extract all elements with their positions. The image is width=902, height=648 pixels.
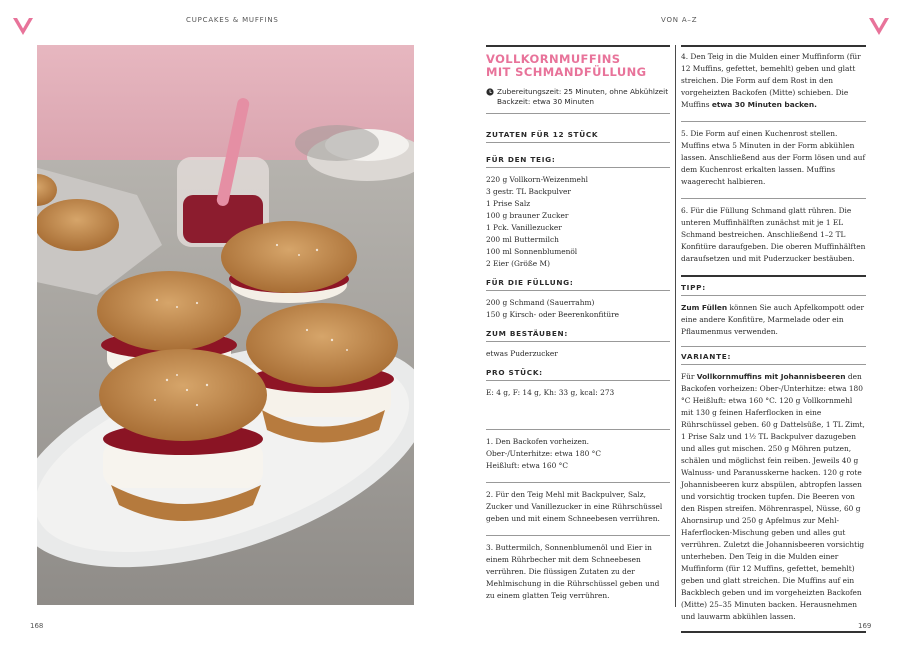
bake-time: Backzeit: etwa 30 Minuten (497, 97, 594, 106)
nutrition-values: E: 4 g, F: 14 g, Kh: 33 g, kcal: 273 (486, 388, 615, 397)
ingredient-item: 200 g Schmand (Sauerrahm) (486, 298, 595, 307)
dough-ingredients (486, 174, 670, 270)
step-1 (486, 429, 670, 472)
dust-ingredient: etwas Puderzucker (486, 349, 558, 358)
step-4-text: 4. Den Teig in die Mulden einer Muffinform (für 12 Muffins, gefettet, bemehlt) geben und glatt streichen. Die Form auf dem Rost in den vorgeheizten Backofen (Mitte) schieben. Die Muffins (681, 52, 861, 109)
step-1-text: 1. Den Backofen vorheizen. (486, 437, 589, 446)
tip-heading: TIPP: (681, 275, 866, 296)
page-number-left: 168 (30, 622, 44, 630)
ingredient-item: 1 Prise Salz (486, 199, 531, 208)
recipe-photo (37, 45, 414, 605)
v-logo-icon (868, 16, 890, 36)
ingredient-item: 3 gestr. TL Backpulver (486, 187, 571, 196)
ingredient-item: 200 ml Buttermilch (486, 235, 559, 244)
variant-prefix: Für (681, 372, 697, 381)
ingredient-item: 150 g Kirsch- oder Beerenkonfitüre (486, 310, 620, 319)
variant-body: den Backofen vorheizen: Ober-/Unterhitze: etwa 180 °C Heißluft: etwa 160 °C. 120 g Vollkornmehl mit 130 g feinen Haferflocken in eine Rührschüssel geben. 60 g Dattelsüße, 1 TL Zimt, 1 Prise Salz und 1½ TL Backpulver dazugeben und alles gut mischen. 250 g Möhren putzen, schälen und möglichst fein reiben. Jeweils 40 g Walnuss- und Paranusskerne hacken. 120 g rote Johannisbeeren kurz abspülen, abtropfen lassen und vorsichtig trocken tupfen. Die Beeren von den Rispen streifen. Möhrenraspel, Nüsse, 60 g Ahornsirup und 250 g Apfelmus zur Mehl-Haferflocken-Mischung geben und alles gut verrühren. Zuletzt die Johannisbeeren vorsichtig unterheben. Den Teig in die Mulden einer Muffinform (für 12 Muffins, gefettet, bemehlt) geben und glatt streichen. Die Muffins auf ein Backblech geben und im vorgeheizten Backofen (Mitte) 25–35 Minuten backen. Herausnehmen und lauwarm abkühlen lassen. (681, 372, 865, 621)
variant-bold: Vollkornmuffins mit Johannisbeeren (696, 372, 846, 381)
per-piece-heading: PRO STÜCK: (486, 368, 670, 381)
tip-body: können Sie auch Apfelkompott oder eine andere Konfitüre, Marmelade oder ein Pflaumenmus verwenden. (681, 303, 865, 336)
variant-text (681, 371, 866, 623)
servings-heading: ZUTATEN FÜR 12 STÜCK (486, 130, 670, 143)
prep-time: Zubereitungszeit: 25 Minuten, ohne Abkühlzeit (497, 87, 669, 96)
step-5: 5. Die Form auf einen Kuchenrost stellen. Muffins etwa 5 Minuten in der Form abkühlen lassen. Anschließend aus der Form lösen und auf dem Kuchenrost erkalten lassen. Muffins waagerecht halbieren. (681, 121, 866, 188)
step-1-line2: Ober-/Unterhitze: etwa 180 °C (486, 449, 601, 458)
tip-text (681, 302, 866, 338)
filling-heading: FÜR DIE FÜLLUNG: (486, 278, 670, 291)
column-divider (675, 45, 676, 607)
recipe-column-right (681, 45, 866, 633)
recipe-title-line2: MIT SCHMANDFÜLLUNG (486, 65, 647, 79)
recipe-column-left (486, 45, 670, 612)
ingredient-item: 100 g brauner Zucker (486, 211, 569, 220)
muffin-photo-illustration (37, 45, 414, 605)
step-2: 2. Für den Teig Mehl mit Backpulver, Salz, Zucker und Vanillezucker in eine Rührschüssel geben und mit einem Schneebesen verrühren. (486, 482, 670, 525)
ingredient-item: 220 g Vollkorn-Weizenmehl (486, 175, 588, 184)
ingredient-item: 2 Eier (Größe M) (486, 259, 550, 268)
step-4 (681, 45, 866, 111)
step-1-line3: Heißluft: etwa 160 °C (486, 461, 569, 470)
step-4-bold: etwa 30 Minuten backen. (711, 100, 817, 109)
v-logo-icon (12, 16, 34, 36)
time-info (486, 87, 670, 114)
recipe-title (486, 45, 670, 79)
page-number-right: 169 (858, 622, 872, 630)
ingredient-item: 1 Pck. Vanillezucker (486, 223, 562, 232)
recipe-title-line1: VOLLKORNMUFFINS (486, 52, 621, 66)
running-header-left: CUPCAKES & MUFFINS (186, 16, 279, 24)
filling-ingredients (486, 297, 670, 321)
step-6: 6. Für die Füllung Schmand glatt rühren. Die unteren Muffinhälften zunächst mit je 1 EL Schmand bestreichen. Anschließend 1–2 TL Konfitüre daraufgeben. Die oberen Muffinhälften daraufsetzen und mit Puderzucker bestäuben. (681, 198, 866, 265)
step-3: 3. Buttermilch, Sonnenblumenöl und Eier in einem Rührbecher mit dem Schneebesen verrühren. Die flüssigen Zutaten zu der Mehlmischung in die Rührschüssel geben und zu einem glatten Teig verrühren. (486, 535, 670, 602)
ingredient-item: 100 ml Sonnenblumenöl (486, 247, 578, 256)
tip-bold: Zum Füllen (681, 303, 728, 312)
running-header-right: VON A–Z (661, 16, 698, 24)
end-rule (681, 631, 866, 633)
clock-icon (486, 88, 494, 96)
variant-heading: VARIANTE: (681, 346, 866, 365)
dust-heading: ZUM BESTÄUBEN: (486, 329, 670, 342)
dough-heading: FÜR DEN TEIG: (486, 155, 670, 168)
